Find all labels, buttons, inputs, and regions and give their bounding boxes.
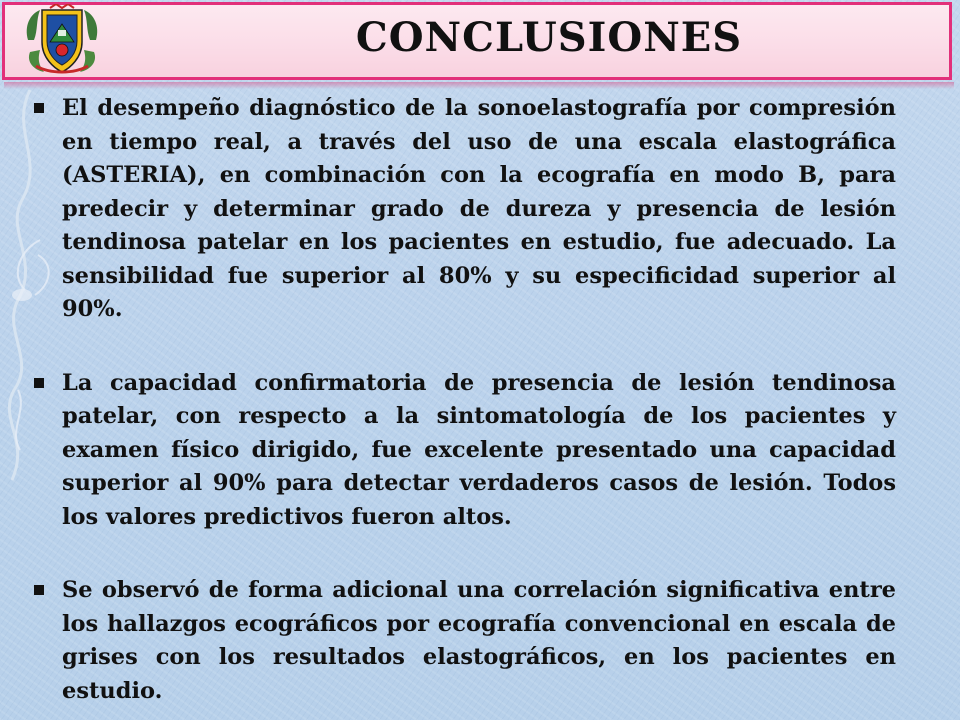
list-item [28, 367, 896, 535]
conclusions-list [28, 92, 896, 720]
list-item [28, 92, 896, 327]
bullet-text: El desempeño diagnóstico de la sonoelastografía por compresión en tiempo real, a través del uso de una escala elastográfica (ASTERIA), en combinación con la ecografía en modo B, para predecir y determinar grado de dureza y presencia de lesión tendinosa patelar en los pacientes en estudio, fue adecuado. La sensibilidad fue superior al 80% y su especificidad superior al 90%. [62, 95, 896, 322]
square-bullet-icon [34, 378, 44, 388]
list-item [28, 574, 896, 708]
bullet-text: Se observó de forma adicional una correlación significativa entre los hallazgos ecográficos por ecografía convencional en escala de grises con los resultados elastográficos, en los pacientes en estudio. [62, 577, 896, 704]
square-bullet-icon [34, 585, 44, 595]
bullet-text: La capacidad confirmatoria de presencia de lesión tendinosa patelar, con respecto a la sintomatología de los pacientes y examen físico dirigido, fue excelente presentado una capacidad superior al 90% para detectar verdaderos casos de lesión. Todos los valores predictivos fueron altos. [62, 369, 896, 530]
title-banner-shadow [4, 82, 954, 89]
square-bullet-icon [34, 103, 44, 113]
page-title: CONCLUSIONES [355, 14, 743, 61]
